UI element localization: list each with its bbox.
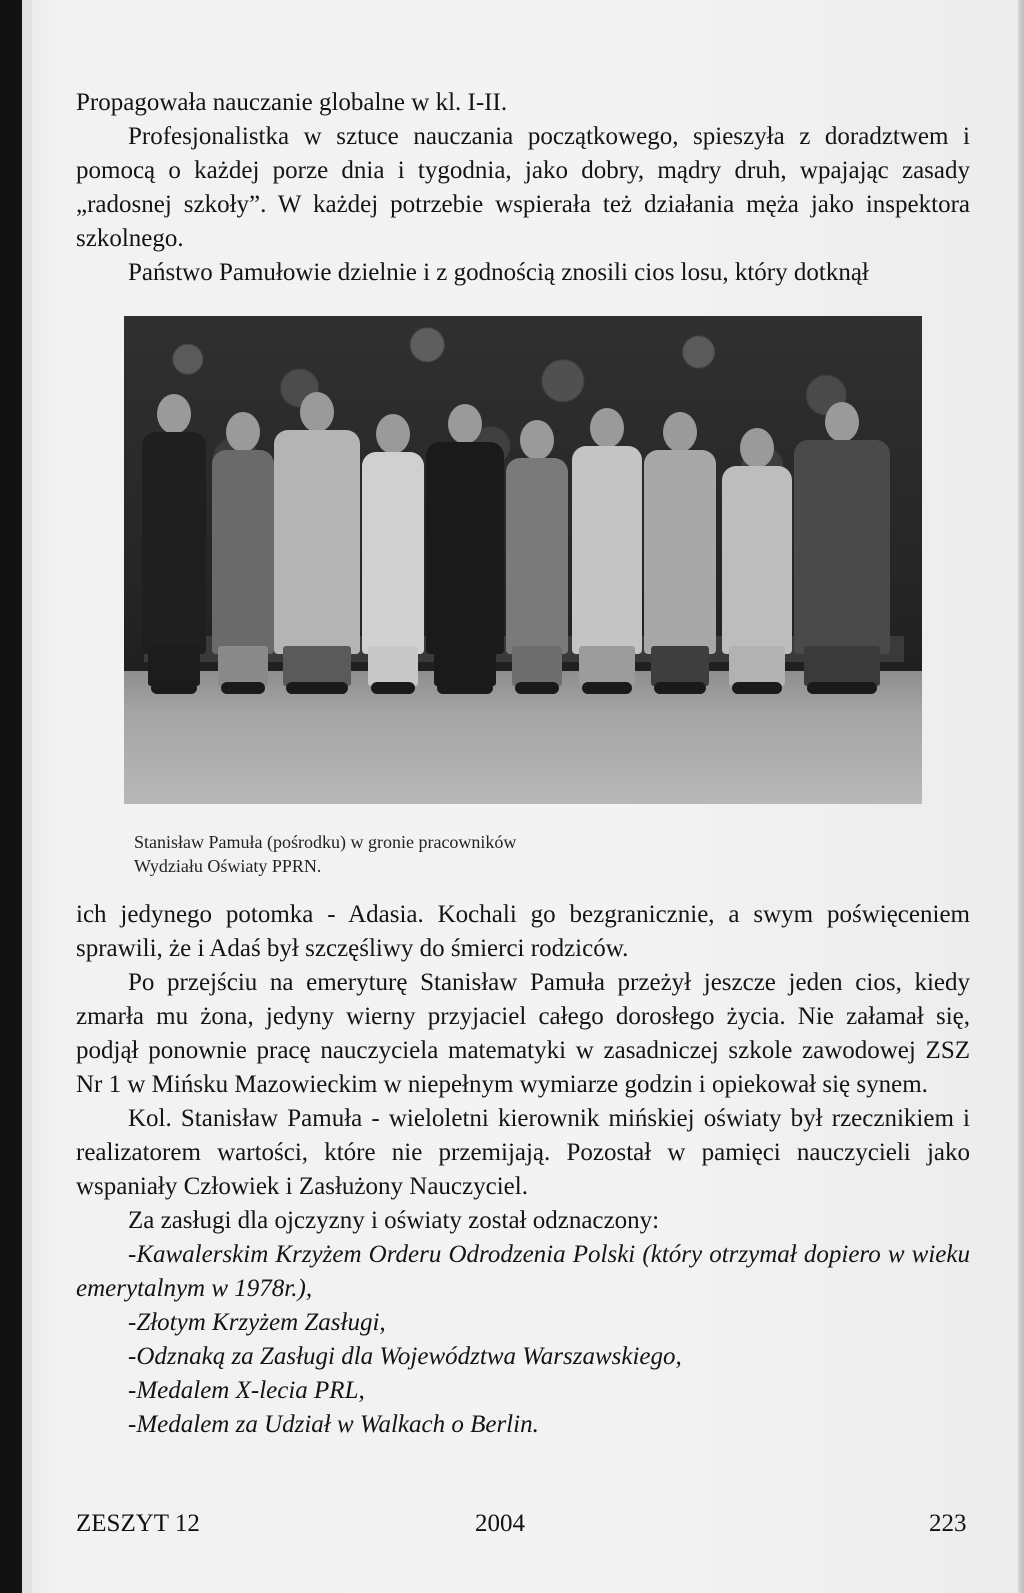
photo-person-head: [663, 412, 697, 452]
photo-person-head: [300, 392, 334, 432]
paragraph-emerytura: Po przejściu na emeryturę Stanisław Pamuła przeżył jeszcze jeden cios, kiedy zmarła mu żona, jedyny wierny przyjaciel całego dorosłego życia. Nie załamał się, podjął ponownie pracę nauczyciela matematyki w zasadniczej szkole zawodowej ZSZ Nr 1 w Mińsku Mazowieckim w niepełnym wymiarze godzin i opiekował się synem.: [76, 969, 970, 1098]
photo-person-torso: [506, 458, 568, 654]
text-block-bottom: [76, 898, 970, 1442]
paragraph-rzecznik: Kol. Stanisław Pamuła - wieloletni kierownik mińskiej oświaty był rzecznikiem i realizatorem wartości, które nie przemijają. Pozostał w pamięci nauczycieli jako wspaniały Człowiek i Zasłużony Nauczyciel.: [76, 1105, 970, 1200]
photo-person-feet: [371, 682, 416, 694]
photo-person-torso: [722, 466, 792, 654]
photo-person-feet: [732, 682, 782, 694]
photo-person-torso: [212, 450, 274, 654]
photo-person-2: [212, 316, 274, 804]
photo-person-feet: [654, 682, 706, 694]
photo-person-torso: [426, 442, 504, 654]
photo-person-9: [722, 316, 792, 804]
photo-person-legs: [148, 646, 199, 686]
book-spine-shadow: [0, 0, 22, 1593]
photo-person-feet: [151, 682, 197, 694]
photo-person-legs: [512, 646, 562, 686]
photo-person-head: [520, 420, 554, 460]
photo-person-5: [426, 316, 504, 804]
photo-person-4: [362, 316, 424, 804]
paragraph-adas: ich jedynego potomka - Adasia. Kochali go bezgranicznie, a swym poświęceniem sprawili, że i Adaś był szczęśliwy do śmierci rodziców.: [76, 901, 970, 962]
award-kawalerski-krzyz: -Kawalerskim Krzyżem Orderu Odrodzenia Polski (który otrzymał dopiero w wieku emerytalnym w 1978r.),: [76, 1241, 970, 1302]
caption-line-2: Wydziału Oświaty PPRN.: [134, 856, 322, 876]
photo-person-feet: [286, 682, 348, 694]
caption-line-1: Stanisław Pamuła (pośrodku) w gronie pracowników: [134, 832, 517, 852]
photo-person-legs: [434, 646, 496, 686]
text-block-top: [76, 86, 970, 290]
paragraph-profesjonalistka: Profesjonalistka w sztuce nauczania początkowego, spieszyła z doradztwem i pomocą o każdej porze dnia i tygodnia, jako dobry, mądry druh, wpajając zasady „radosnej szkoły”. W każdej potrzebie wspierała też działania męża jako inspektora szkolnego.: [76, 123, 970, 252]
paragraph-odznaczony: Za zasługi dla ojczyzny i oświaty został odznaczony:: [128, 1207, 660, 1234]
photo-person-torso: [794, 440, 890, 654]
paragraph-pamulowie: Państwo Pamułowie dzielnie i z godnością znosili cios losu, który dotknął: [128, 259, 869, 286]
page-gutter: [22, 0, 32, 1593]
photo-person-feet: [221, 682, 266, 694]
photo-person-6: [506, 316, 568, 804]
photo-person-legs: [283, 646, 352, 686]
photo-person-head: [157, 394, 191, 434]
photo-person-torso: [572, 446, 642, 654]
page-edge: [1018, 0, 1024, 1593]
footer-issue: ZESZYT 12: [76, 1510, 200, 1537]
photo-person-legs: [218, 646, 268, 686]
photo-person-head: [226, 412, 260, 452]
photo-person-feet: [582, 682, 632, 694]
photo-person-head: [825, 402, 859, 442]
award-medal-x-lecia: -Medalem X-lecia PRL,: [128, 1377, 365, 1404]
footer-year: 2004: [475, 1510, 525, 1537]
award-odznaka-warszawska: -Odznaką za Zasługi dla Województwa Warszawskiego,: [128, 1343, 682, 1370]
photo-person-8: [644, 316, 716, 804]
photo-person-torso: [362, 452, 424, 654]
award-medal-berlin: -Medalem za Udział w Walkach o Berlin.: [128, 1411, 539, 1438]
photo-person-legs: [651, 646, 709, 686]
photo-person-feet: [515, 682, 560, 694]
page-number: 223: [929, 1510, 967, 1537]
photo-person-head: [376, 414, 410, 454]
photo-person-torso: [644, 450, 716, 654]
group-photograph: [124, 316, 922, 804]
photo-person-torso: [274, 430, 360, 654]
award-zloty-krzyz: -Złotym Krzyżem Zasługi,: [128, 1309, 386, 1336]
photo-caption: [134, 830, 834, 878]
photo-person-legs: [804, 646, 881, 686]
photo-person-7: [572, 316, 642, 804]
photo-person-legs: [368, 646, 418, 686]
photo-person-feet: [437, 682, 493, 694]
photo-person-10: [794, 316, 890, 804]
photo-person-1: [142, 316, 206, 804]
photo-person-head: [448, 404, 482, 444]
photo-person-3: [274, 316, 360, 804]
paragraph-globalne: Propagowała nauczanie globalne w kl. I-II.: [76, 89, 508, 116]
photo-person-legs: [579, 646, 635, 686]
photo-person-head: [740, 428, 774, 468]
photo-person-feet: [807, 682, 876, 694]
photo-person-legs: [729, 646, 785, 686]
photo-person-torso: [142, 432, 206, 654]
photo-person-head: [590, 408, 624, 448]
